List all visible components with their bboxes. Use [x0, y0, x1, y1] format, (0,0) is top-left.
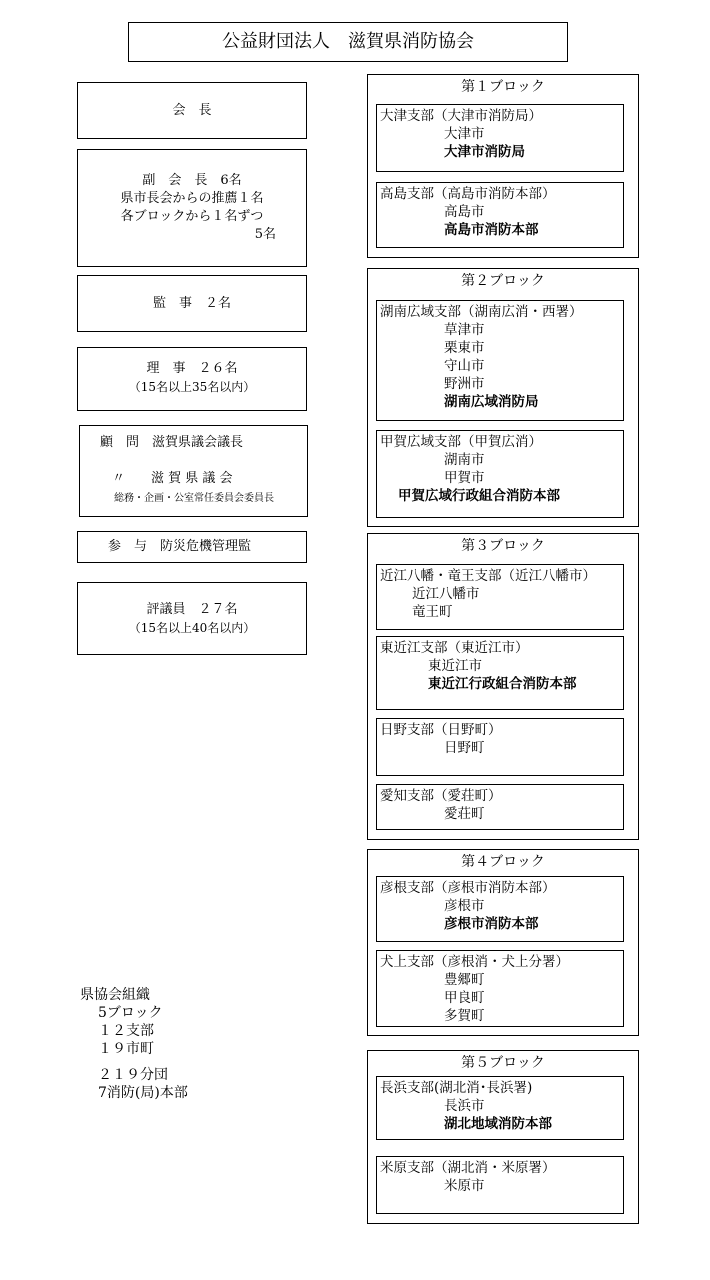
member-municipality: 近江八幡市	[412, 586, 480, 602]
fire-headquarters: 彦根市消防本部	[444, 916, 539, 932]
member-municipality: 甲良町	[444, 990, 485, 1006]
member-municipality: 豊郷町	[444, 972, 485, 988]
member-municipality: 甲賀市	[444, 470, 485, 486]
member-municipality: 野洲市	[444, 376, 485, 392]
block-title: 第４ブロック	[461, 854, 545, 870]
fire-headquarters: 湖北地域消防本部	[444, 1116, 552, 1132]
advisor-line: 顧 問 滋賀県議会議長	[100, 435, 244, 450]
branch-takashima	[376, 182, 624, 248]
member-municipality: 栗東市	[444, 340, 485, 356]
advisor-box	[79, 425, 308, 517]
branch-konan-kouiki	[376, 300, 624, 421]
vice-president-note: 県市長会からの推薦１名	[120, 191, 264, 206]
vice-president-note: 各ブロックから１名ずつ	[120, 209, 264, 224]
summary-item: 7消防(局)本部	[98, 1085, 188, 1101]
branch-name: 彦根支部（彦根市消防本部）	[380, 880, 556, 896]
directors-label: 理 事 ２６名	[146, 361, 238, 376]
page-title: 公益財団法人 滋賀県消防協会	[128, 22, 568, 62]
member-municipality: 米原市	[444, 1178, 485, 1194]
summary-item: １２支部	[98, 1023, 154, 1039]
directors-range: （15名以上35名以内）	[128, 380, 256, 394]
councilors-label: 評議員 ２７名	[146, 602, 238, 617]
branch-name: 湖南広域支部（湖南広消・西署）	[380, 304, 583, 320]
vice-president-count: 5名	[254, 227, 276, 242]
branch-name: 犬上支部（彦根消・犬上分署）	[380, 954, 569, 970]
fire-headquarters: 大津市消防局	[444, 144, 525, 160]
member-municipality: 高島市	[444, 204, 485, 220]
fire-headquarters: 湖南広域消防局	[444, 394, 539, 410]
branch-name: 大津支部（大津市消防局）	[380, 108, 542, 124]
vice-president-box	[77, 149, 307, 267]
branch-nagahama	[376, 1076, 624, 1140]
summary-item: 5ブロック	[98, 1005, 163, 1021]
member-municipality: 竜王町	[412, 604, 453, 620]
advisor-committee: 総務・企画・公室常任委員会委員長	[114, 493, 274, 504]
directors-box	[77, 347, 307, 411]
fire-headquarters: 高島市消防本部	[444, 222, 539, 238]
member-municipality: 草津市	[444, 322, 485, 338]
branch-name: 高島支部（高島市消防本部）	[380, 186, 556, 202]
fire-headquarters: 甲賀広域行政組合消防本部	[398, 488, 560, 504]
summary-item: １９市町	[98, 1041, 154, 1057]
block-title: 第５ブロック	[461, 1055, 545, 1071]
branch-name: 近江八幡・竜王支部（近江八幡市）	[380, 568, 596, 584]
branch-name: 米原支部（湖北消・米原署）	[380, 1160, 556, 1176]
summary-heading: 県協会組織	[80, 987, 150, 1003]
branch-omihachiman-ryuo	[376, 564, 624, 630]
block-title: 第２ブロック	[461, 273, 545, 289]
branch-hikone	[376, 876, 624, 942]
branch-echi	[376, 784, 624, 830]
president-box	[77, 82, 307, 139]
vice-president-label: 副 会 長 6名	[142, 173, 242, 188]
counselor-box	[77, 531, 307, 563]
councilors-range: （15名以上40名以内）	[128, 621, 256, 635]
branch-name: 東近江支部（東近江市）	[380, 640, 529, 656]
auditor-box	[77, 275, 307, 332]
branch-hino	[376, 718, 624, 776]
member-municipality: 愛荘町	[444, 806, 485, 822]
member-municipality: 長浜市	[444, 1098, 485, 1114]
branch-inukami	[376, 950, 624, 1027]
block-title: 第３ブロック	[461, 538, 545, 554]
member-municipality: 日野町	[444, 740, 485, 756]
branch-maibara	[376, 1156, 624, 1214]
auditor-label: 監 事 ２名	[152, 296, 231, 311]
summary-item: ２１９分団	[98, 1067, 168, 1083]
fire-headquarters: 東近江行政組合消防本部	[428, 676, 577, 692]
organization-summary	[80, 986, 280, 1102]
branch-name: 長浜支部(湖北消･長浜署)	[380, 1080, 533, 1096]
counselor-label: 参 与 防災危機管理監	[108, 539, 252, 554]
branch-higashiomi	[376, 636, 624, 710]
branch-name: 愛知支部（愛荘町）	[380, 788, 502, 804]
president-label: 会 長	[172, 103, 212, 118]
branch-name: 甲賀広域支部（甲賀広消）	[380, 434, 542, 450]
advisor-line: 〃 滋 賀 県 議 会	[112, 471, 233, 486]
councilors-box	[77, 582, 307, 655]
branch-otsu	[376, 104, 624, 172]
branch-name: 日野支部（日野町）	[380, 722, 502, 738]
member-municipality: 彦根市	[444, 898, 485, 914]
block-title: 第１ブロック	[461, 79, 545, 95]
member-municipality: 湖南市	[444, 452, 485, 468]
member-municipality: 大津市	[444, 126, 485, 142]
member-municipality: 東近江市	[428, 658, 482, 674]
branch-koka-kouiki	[376, 430, 624, 518]
member-municipality: 多賀町	[444, 1008, 485, 1024]
member-municipality: 守山市	[444, 358, 485, 374]
